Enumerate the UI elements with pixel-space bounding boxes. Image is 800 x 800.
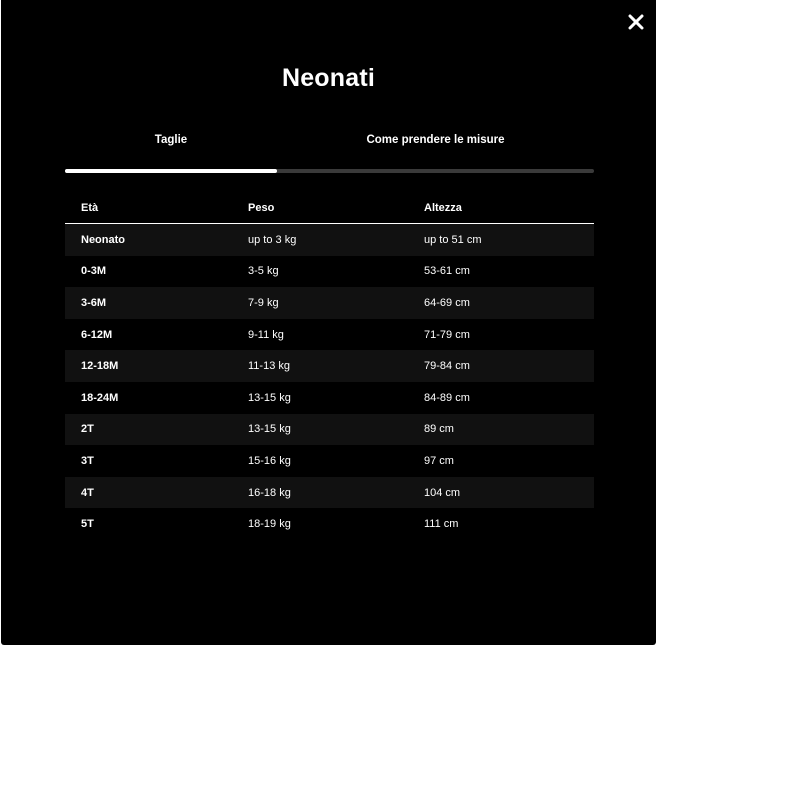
cell-weight: 11-13 kg bbox=[232, 350, 408, 382]
cell-height: 64-69 cm bbox=[408, 287, 594, 319]
table-row bbox=[65, 382, 594, 414]
cell-weight: 9-11 kg bbox=[248, 328, 284, 341]
cell-weight: 13-15 kg bbox=[232, 414, 408, 446]
cell-age: 6-12M bbox=[81, 328, 113, 341]
modal-title: Neonati bbox=[281, 64, 376, 92]
cell-age: 3T bbox=[81, 454, 94, 467]
cell-height: 111 cm bbox=[424, 518, 459, 531]
table-header-row bbox=[65, 192, 594, 224]
cell-height: 104 cm bbox=[408, 477, 594, 509]
cell-height: 97 cm bbox=[424, 454, 454, 467]
cell-height: 71-79 cm bbox=[424, 328, 470, 341]
cell-age: 2T bbox=[65, 414, 232, 446]
cell-weight: 16-18 kg bbox=[232, 477, 408, 509]
header-age: Età bbox=[65, 192, 232, 224]
cell-weight: 3-5 kg bbox=[248, 265, 279, 278]
table-row bbox=[65, 256, 594, 288]
tab-how-to-measure[interactable]: Come prendere le misure bbox=[366, 134, 505, 146]
table-row bbox=[65, 508, 594, 540]
cell-height: 84-89 cm bbox=[424, 391, 470, 404]
table-row bbox=[65, 350, 594, 382]
cell-height: up to 51 cm bbox=[408, 224, 594, 256]
size-table bbox=[65, 192, 594, 540]
cell-age: 5T bbox=[81, 518, 94, 531]
cell-age: 4T bbox=[65, 477, 232, 509]
table-row bbox=[65, 414, 594, 446]
close-button[interactable] bbox=[625, 11, 647, 33]
tab-bar bbox=[65, 126, 594, 174]
cell-weight: 18-19 kg bbox=[248, 518, 291, 531]
close-icon bbox=[625, 11, 647, 33]
cell-height: 53-61 cm bbox=[424, 265, 470, 278]
cell-age: 3-6M bbox=[65, 287, 232, 319]
tab-sizes[interactable]: Taglie bbox=[154, 134, 188, 146]
cell-age: 12-18M bbox=[65, 350, 232, 382]
cell-age: 18-24M bbox=[81, 391, 119, 404]
cell-age: Neonato bbox=[65, 224, 232, 256]
table-row bbox=[65, 477, 594, 509]
cell-height: 89 cm bbox=[408, 414, 594, 446]
table-row bbox=[65, 287, 594, 319]
cell-weight: up to 3 kg bbox=[232, 224, 408, 256]
header-weight: Peso bbox=[232, 192, 408, 224]
cell-weight: 7-9 kg bbox=[232, 287, 408, 319]
cell-age: 0-3M bbox=[81, 265, 107, 278]
table-body bbox=[65, 224, 594, 540]
active-tab-indicator bbox=[65, 169, 277, 173]
size-guide-modal bbox=[1, 0, 656, 645]
cell-weight: 13-15 kg bbox=[248, 391, 291, 404]
cell-weight: 15-16 kg bbox=[248, 454, 291, 467]
header-height: Altezza bbox=[408, 192, 594, 224]
table-row bbox=[65, 445, 594, 477]
table-row bbox=[65, 224, 594, 256]
cell-height: 79-84 cm bbox=[408, 350, 594, 382]
table-row bbox=[65, 319, 594, 351]
